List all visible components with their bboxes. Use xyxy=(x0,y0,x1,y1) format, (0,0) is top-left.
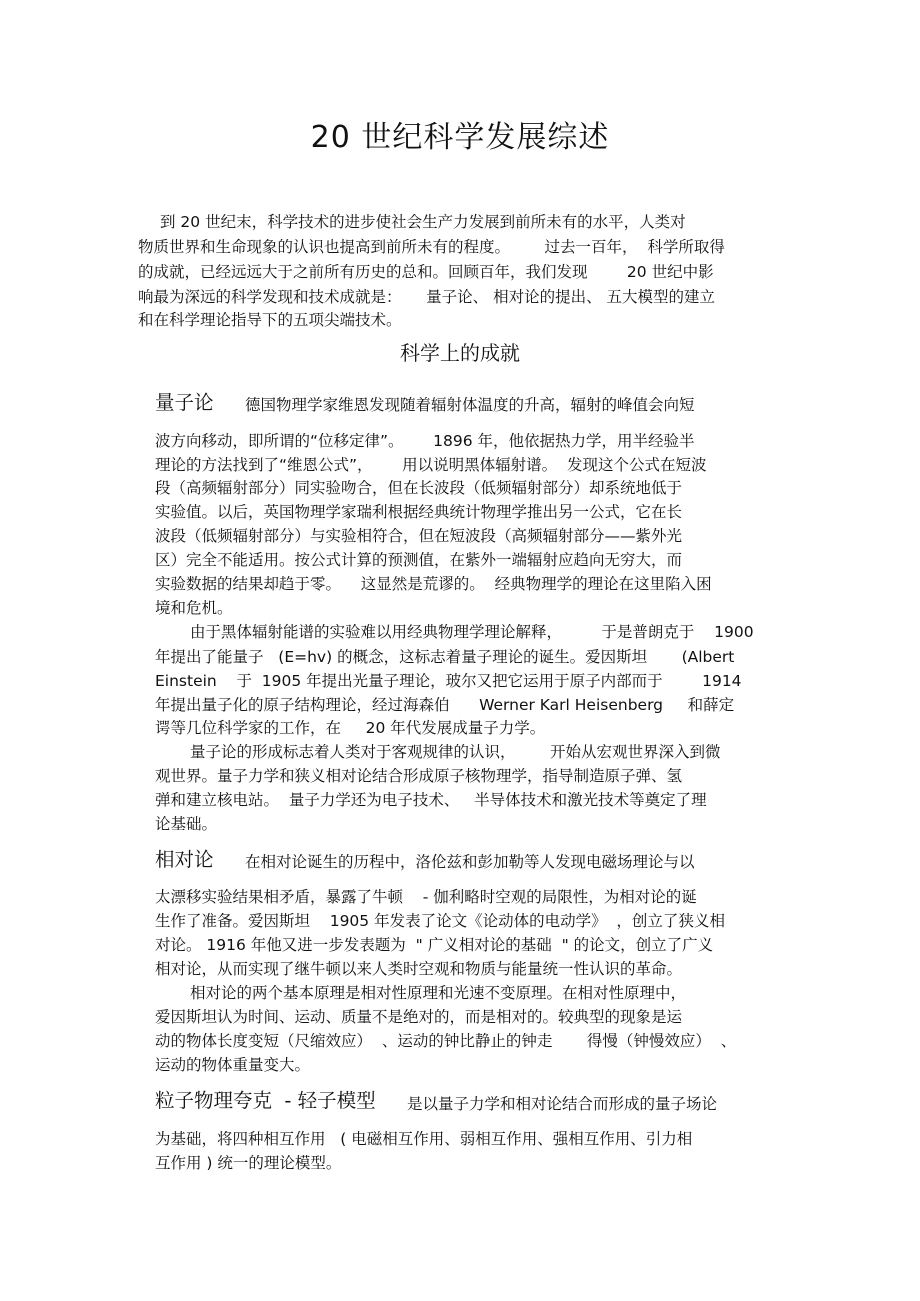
relativity-line: 爱因斯坦认为时间、运动、质量不是绝对的，而是相对的。较典型的现象是运 xyxy=(155,1008,683,1026)
quantum-line: 实验数据的结果却趋于零。 这显然是荒谬的。 经典物理学的理论在这里陷入困 xyxy=(155,575,712,593)
quantum-line: 弹和建立核电站。 量子力学还为电子技术、 半导体技术和激光技术等奠定了理 xyxy=(155,791,707,809)
quantum-line: 实验值。以后，英国物理学家瑞利根据经典统计物理学推出另一公式，它在长 xyxy=(155,503,683,521)
quantum-first-line: 德国物理学家维恩发现随着辐射体温度的升高，辐射的峰值会向短 xyxy=(245,396,695,414)
quantum-line: 波方向移动，即所谓的“位移定律”。 1896 年，他依据热力学，用半经验半 xyxy=(155,432,695,450)
relativity-line: 运动的物体重量变大。 xyxy=(155,1056,311,1074)
quantum-line: Einstein 于 1905 年提出光量子理论，玻尔又把它运用于原子内部而于 1914 xyxy=(155,672,742,690)
quantum-line: 年提出了能量子 (E=hv) 的概念，这标志着量子理论的诞生。爱因斯坦 (Albert xyxy=(155,648,735,666)
intro-line: 和在科学理论指导下的五项尖端技术。 xyxy=(138,311,402,329)
intro-line: 物质世界和生命现象的认识也提高到前所未有的程度。 过去一百年， 科学所取得 xyxy=(138,238,725,256)
relativity-line: 太漂移实验结果相矛盾，暴露了牛顿 - 伽利略时空观的局限性，为相对论的诞 xyxy=(155,888,697,906)
quantum-line: 量子论的形成标志着人类对于客观规律的认识， 开始从宏观世界深入到微 xyxy=(190,743,721,761)
relativity-line: 对论。 1916 年他又进一步发表题为 " 广义相对论的基础 " 的论文，创立了广义 xyxy=(155,936,714,954)
document-title: 20 世纪科学发展综述 xyxy=(310,120,610,155)
relativity-line: 相对论，从而实现了继牛顿以来人类时空观和物质与能量统一性认识的革命。 xyxy=(155,960,683,978)
quantum-line: 境和危机。 xyxy=(155,599,233,617)
quantum-line: 观世界。量子力学和狭义相对论结合形成原子核物理学，指导制造原子弹、氢 xyxy=(155,767,683,785)
relativity-heading: 相对论 xyxy=(155,848,214,871)
quantum-heading: 量子论 xyxy=(155,391,214,414)
relativity-first-line: 在相对论诞生的历程中，洛伦兹和彭加勒等人发现电磁场理论与以 xyxy=(245,853,695,871)
quantum-line: 论基础。 xyxy=(155,815,218,833)
particle-heading: 粒子物理夸克 - 轻子模型 xyxy=(155,1089,376,1112)
intro-line: 到 20 世纪末，科学技术的进步使社会生产力发展到前所未有的水平，人类对 xyxy=(160,213,686,231)
quantum-line: 波段（低频辐射部分）与实验相符合，但在短波段（高频辐射部分——紫外光 xyxy=(155,527,683,545)
quantum-line: 理论的方法找到了“维恩公式”， 用以说明黑体辐射谱。 发现这个公式在短波 xyxy=(155,456,707,474)
particle-first-line: 是以量子力学和相对论结合而形成的量子场论 xyxy=(407,1095,718,1113)
quantum-line: 谔等几位科学家的工作，在 20 年代发展成量子力学。 xyxy=(155,719,546,737)
quantum-line: 年提出量子化的原子结构理论，经过海森伯 Werner Karl Heisenberg 和薛定 xyxy=(155,696,735,714)
relativity-line: 生作了准备。爱因斯坦 1905 年发表了论文《论动体的电动学》 ，创立了狭义相 xyxy=(155,912,725,930)
quantum-line: 区）完全不能适用。按公式计算的预测值，在紫外一端辐射应趋向无穷大，而 xyxy=(155,551,683,569)
quantum-line: 由于黑体辐射能谱的实验难以用经典物理学理论解释， 于是普朗克于 1900 xyxy=(190,623,754,641)
relativity-line: 相对论的两个基本原理是相对性原理和光速不变原理。在相对性原理中， xyxy=(190,984,687,1002)
section-heading: 科学上的成就 xyxy=(400,341,520,365)
quantum-line: 段（高频辐射部分）同实验吻合，但在长波段（低频辐射部分）却系统地低于 xyxy=(155,479,683,497)
intro-line: 响最为深远的科学发现和技术成就是： 量子论、 相对论的提出、 五大模型的建立 xyxy=(138,288,715,306)
intro-line: 的成就，已经远远大于之前所有历史的总和。回顾百年，我们发现 20 世纪中影 xyxy=(138,263,714,281)
particle-line: 为基础，将四种相互作用 ( 电磁相互作用、弱相互作用、强相互作用、引力相 xyxy=(155,1130,693,1148)
particle-line: 互作用 ) 统一的理论模型。 xyxy=(155,1154,342,1172)
relativity-line: 动的物体长度变短（尺缩效应） 、运动的钟比静止的钟走 得慢（钟慢效应） 、 xyxy=(155,1032,737,1050)
